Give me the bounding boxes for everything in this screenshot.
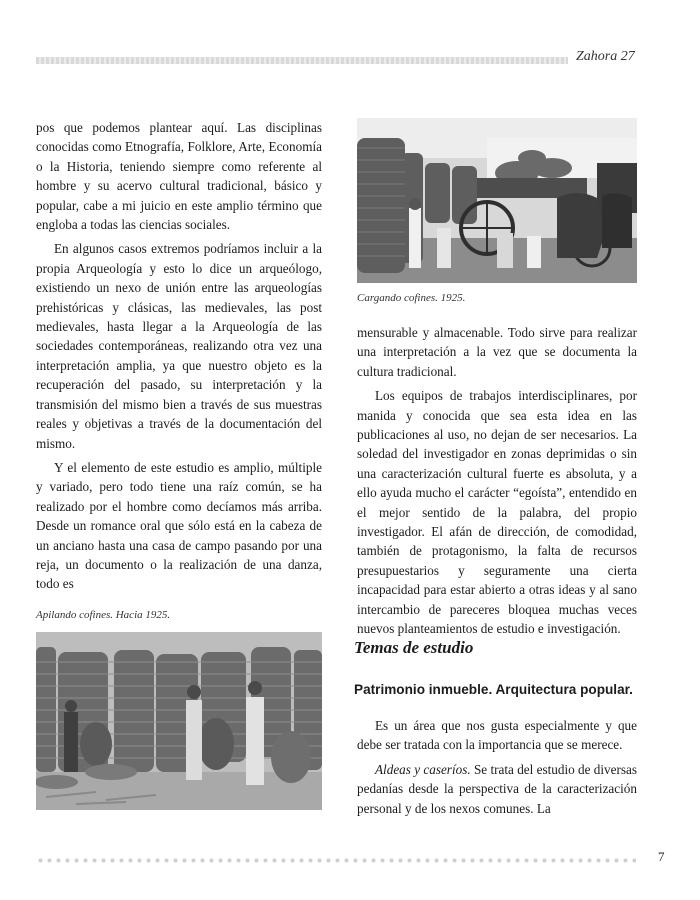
- right-paragraph-1: mensurable y almacenable. Todo sirve para realizar una interpretación a la vez que se documenta la cultura tradicional.: [357, 325, 637, 379]
- paragraph-lead-italic: Aldeas y caseríos.: [375, 761, 471, 777]
- paragraph-rest: Se trata del estudio de diversas pedanías desde la perspectiva de la caracterización personal y de los nexos comunes. La: [357, 761, 638, 816]
- header-band: [36, 57, 568, 64]
- caption-top-right: Cargando cofines. 1925.: [357, 292, 466, 304]
- page-number: 7: [658, 849, 665, 864]
- caption-bottom-left: Apilando cofines. Hacia 1925.: [36, 609, 171, 621]
- section-heading: Temas de estudio: [354, 638, 474, 657]
- right-column-lower: [357, 716, 637, 818]
- photo-apilando-cofines-image: [36, 632, 322, 810]
- left-paragraph-3: Y el elemento de este estudio es amplio, múltiple y variado, pero todo tiene una raíz común, se ha realizado por el hombre como decíamos más arriba. Desde un romance oral que sólo está en la cabeza de un anciano hasta una casa de campo pasando por una reja, un documento o la realización de una danza, todo es: [36, 459, 322, 592]
- running-title: Zahora 27: [576, 49, 635, 64]
- photo-cargando-cofines-image: [357, 118, 637, 283]
- footer-band: [36, 858, 636, 863]
- right-paragraph-2: Los equipos de trabajos interdisciplinares, por manida y conocida que sea esta idea en las publicaciones al uso, no dejan de ser necesarios. La soledad del investigador en zonas deprimidas o sin una caracterización cultural fuerte es absoluta, y a ello ayuda mucho el carácter “egoísta”, entendido en el mejor sentido de la palabra, del propio investigador. El afán de dirección, de comodidad, también de protagonismo, la falta de recursos presupuestarios y seguramente una cierta incapacidad para estar abierto a otras ideas y al sano intercambio de pareceres bloquea muchas veces nuevos planteamientos de estudio e investigación.: [357, 388, 637, 637]
- left-paragraph-1: pos que podemos plantear aquí. Las disciplinas conocidas como Etnografía, Folklore, Arte, Economía o la Historia, teniendo siempre como referente al hombre y su acervo cultural tradicional, básico y popular, cabe a mi juicio en este amplio término que engloba a todas las ciencias sociales.: [36, 120, 322, 233]
- photo-apilando-cofines: [36, 632, 322, 810]
- right-paragraph-3: Es un área que nos gusta especialmente y que debe ser tratada con la importancia que se merece.: [357, 718, 637, 753]
- left-column: [36, 118, 322, 594]
- right-column: [357, 323, 637, 639]
- photo-cargando-cofines: [357, 118, 637, 283]
- right-paragraph-4: [357, 760, 637, 818]
- subheading: Patrimonio inmueble. Arquitectura popular.: [354, 682, 633, 697]
- left-paragraph-2: En algunos casos extremos podríamos incluir a la propia Arqueología y esto lo dice un arqueólogo, existiendo un nexo de unión entre las arqueologías prehistóricas y clásicas, las medievales, las post medievales, hasta llegar a la Arqueología de las sociedades contemporáneas, realizando otra vez una interpretación amplia, ya que nuestro objeto es la recuperación del pasado, su interpretación y la transmisión del mismo bien a través de sus muestras reales y objetivas a través de la documentación del mismo.: [36, 241, 322, 451]
